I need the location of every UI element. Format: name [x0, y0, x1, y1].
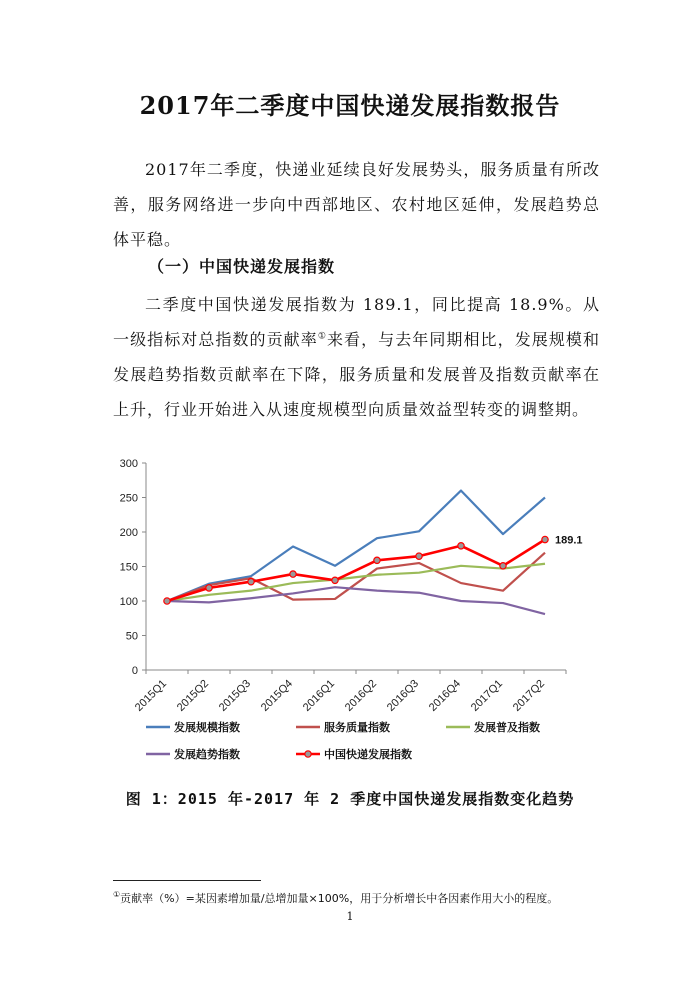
series-point — [164, 598, 170, 604]
body-text-part1: 二季度中国快递发展指数为 189.1，同比提高 18.9%。从一级指标对总指数的贡献率 — [113, 295, 600, 349]
x-tick-label: 2015Q4 — [258, 677, 296, 714]
figure-caption: 图 1：2015 年-2017 年 2 季度中国快递发展指数变化趋势 — [125, 790, 575, 808]
intro-paragraph: 2017年二季度，快递业延续良好发展势头，服务质量有所改善，服务网络进一步向中西部地区、农村地区延伸，发展趋势总体平稳。 — [113, 160, 600, 249]
legend-marker — [305, 751, 311, 757]
series-line — [167, 587, 545, 614]
y-tick-label: 150 — [119, 561, 138, 574]
legend-label: 发展规模指数 — [174, 721, 240, 734]
series-point — [332, 577, 338, 583]
line-chart — [100, 455, 600, 775]
y-tick-label: 300 — [119, 458, 138, 470]
legend-label: 发展普及指数 — [474, 721, 540, 734]
y-tick-label: 0 — [131, 665, 138, 677]
x-tick-label: 2016Q4 — [426, 677, 464, 714]
x-tick-label: 2016Q2 — [342, 677, 380, 714]
x-tick-label: 2016Q1 — [300, 677, 338, 714]
footnote-divider — [113, 880, 261, 881]
series-point — [416, 553, 422, 559]
legend-label: 服务质量指数 — [324, 721, 390, 734]
x-tick-label: 2016Q3 — [384, 677, 422, 714]
y-tick-label: 200 — [119, 527, 138, 539]
page-title: 2017年二季度中国快递发展指数报告 — [139, 91, 561, 120]
series-point — [458, 543, 464, 549]
y-tick-label: 100 — [119, 596, 138, 608]
footnote-text: 贡献率（%）=某因素增加量/总增加量×100%，用于分析增长中各因素作用大小的程度。 — [120, 892, 559, 905]
footnote — [113, 890, 613, 906]
x-tick-label: 2015Q3 — [216, 677, 254, 714]
body-text-part2: 来看，与去年同期相比，发展规模和发展趋势指数贡献率在下降，服务质量和发展普及指数贡献率在上升，行业开始进入从速度规模型向质量效益型转变的调整期。 — [113, 330, 600, 419]
series-line — [167, 540, 545, 601]
series-point — [500, 563, 506, 569]
x-tick-label: 2017Q2 — [510, 677, 548, 714]
section-heading: （一）中国快递发展指数 — [148, 257, 336, 276]
series-point — [248, 578, 254, 584]
series-point — [206, 585, 212, 591]
legend-label: 中国快递发展指数 — [324, 748, 412, 761]
y-tick-label: 250 — [119, 492, 138, 505]
legend-label: 发展趋势指数 — [174, 748, 240, 761]
footnote-ref: ① — [317, 331, 327, 342]
series-point — [542, 536, 548, 542]
body-paragraph — [113, 287, 600, 427]
series-point — [374, 557, 380, 563]
x-tick-label: 2017Q1 — [468, 677, 506, 714]
page-number: 1 — [346, 910, 354, 923]
x-tick-label: 2015Q2 — [174, 677, 212, 714]
footnote-mark: ① — [113, 890, 121, 899]
data-label: 189.1 — [555, 534, 583, 547]
series-point — [290, 571, 296, 577]
x-tick-label: 2015Q1 — [132, 677, 170, 714]
y-tick-label: 50 — [125, 630, 138, 643]
